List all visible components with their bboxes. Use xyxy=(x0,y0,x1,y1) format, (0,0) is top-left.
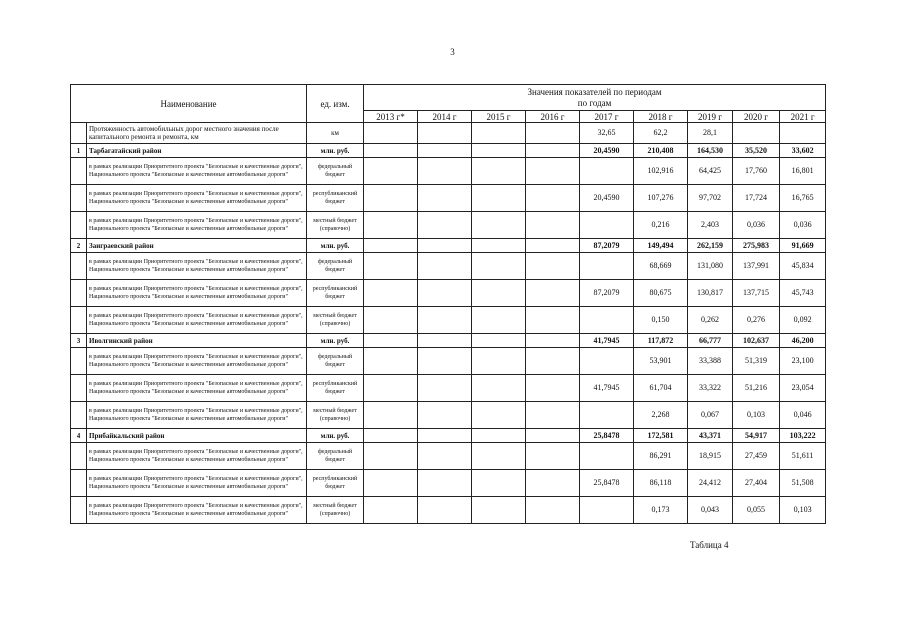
value-cell: 27,459 xyxy=(733,443,780,470)
row-index xyxy=(71,375,87,402)
value-cell: 0,067 xyxy=(688,402,733,429)
value-cell xyxy=(472,253,526,280)
value-cell xyxy=(418,253,472,280)
value-cell: 43,371 xyxy=(688,429,733,443)
value-cell: 117,872 xyxy=(634,334,688,348)
district-name: Прибайкальский район xyxy=(87,429,307,443)
row-index xyxy=(71,307,87,334)
value-cell: 33,322 xyxy=(688,375,733,402)
value-cell xyxy=(418,307,472,334)
budget-row xyxy=(71,375,826,402)
value-cell xyxy=(418,280,472,307)
budget-description: в рамках реализации Приоритетного проекта "Безопасные и качественные дороги", Национального проекта "Безопасные и качественные автомобильные дороги" xyxy=(87,375,307,402)
row-index xyxy=(71,185,87,212)
district-unit: млн. руб. xyxy=(307,144,364,158)
value-cell: 51,508 xyxy=(780,470,826,497)
value-cell xyxy=(526,123,580,144)
value-cell: 66,777 xyxy=(688,334,733,348)
row-index xyxy=(71,280,87,307)
row-index xyxy=(71,348,87,375)
value-cell xyxy=(418,348,472,375)
budget-row xyxy=(71,253,826,280)
value-cell: 164,530 xyxy=(688,144,733,158)
budget-source: республиканский бюджет xyxy=(307,185,364,212)
value-cell xyxy=(580,402,634,429)
value-cell xyxy=(364,280,418,307)
value-cell xyxy=(580,348,634,375)
value-cell: 97,702 xyxy=(688,185,733,212)
value-cell xyxy=(364,144,418,158)
header-periods: Значения показателей по периодам по годам xyxy=(364,85,826,111)
budget-source: республиканский бюджет xyxy=(307,375,364,402)
row-index xyxy=(71,497,87,524)
district-row xyxy=(71,239,826,253)
value-cell: 102,916 xyxy=(634,158,688,185)
value-cell: 27,404 xyxy=(733,470,780,497)
value-cell xyxy=(580,497,634,524)
district-name: Иволгинский район xyxy=(87,334,307,348)
value-cell xyxy=(580,443,634,470)
value-cell xyxy=(364,158,418,185)
row-index xyxy=(71,253,87,280)
value-cell xyxy=(472,280,526,307)
value-cell xyxy=(526,185,580,212)
value-cell xyxy=(364,497,418,524)
value-cell xyxy=(364,470,418,497)
value-cell xyxy=(472,185,526,212)
value-cell: 64,425 xyxy=(688,158,733,185)
value-cell: 137,715 xyxy=(733,280,780,307)
value-cell xyxy=(364,307,418,334)
value-cell: 0,036 xyxy=(733,212,780,239)
budget-source: федеральный бюджет xyxy=(307,443,364,470)
value-cell: 130,817 xyxy=(688,280,733,307)
value-cell xyxy=(580,307,634,334)
value-cell xyxy=(364,443,418,470)
value-cell: 61,704 xyxy=(634,375,688,402)
value-cell xyxy=(472,348,526,375)
budget-source: местный бюджет (справочно) xyxy=(307,497,364,524)
value-cell xyxy=(472,212,526,239)
value-cell xyxy=(526,375,580,402)
value-cell xyxy=(526,443,580,470)
budget-row xyxy=(71,402,826,429)
row-index xyxy=(71,443,87,470)
value-cell xyxy=(472,158,526,185)
value-cell: 0,092 xyxy=(780,307,826,334)
value-cell xyxy=(418,429,472,443)
value-cell: 0,173 xyxy=(634,497,688,524)
value-cell xyxy=(364,375,418,402)
budget-description: в рамках реализации Приоритетного проекта "Безопасные и качественные дороги", Национального проекта "Безопасные и качественные автомобильные дороги" xyxy=(87,158,307,185)
value-cell: 0,262 xyxy=(688,307,733,334)
year-header: 2020 г xyxy=(733,111,780,123)
district-unit: млн. руб. xyxy=(307,334,364,348)
value-cell: 149,494 xyxy=(634,239,688,253)
budget-row xyxy=(71,307,826,334)
value-cell: 20,4590 xyxy=(580,144,634,158)
value-cell xyxy=(526,280,580,307)
value-cell: 62,2 xyxy=(634,123,688,144)
header-name: Наименование xyxy=(71,85,307,123)
value-cell xyxy=(472,375,526,402)
district-row xyxy=(71,334,826,348)
value-cell xyxy=(364,185,418,212)
value-cell: 2,403 xyxy=(688,212,733,239)
value-cell xyxy=(472,123,526,144)
value-cell xyxy=(526,253,580,280)
value-cell: 86,291 xyxy=(634,443,688,470)
value-cell xyxy=(580,158,634,185)
year-header: 2019 г xyxy=(688,111,733,123)
value-cell: 103,222 xyxy=(780,429,826,443)
length-row xyxy=(71,123,826,144)
value-cell xyxy=(526,470,580,497)
value-cell xyxy=(580,212,634,239)
district-index: 2 xyxy=(71,239,87,253)
budget-source: местный бюджет (справочно) xyxy=(307,402,364,429)
district-row xyxy=(71,144,826,158)
row-index xyxy=(71,402,87,429)
budget-source: федеральный бюджет xyxy=(307,348,364,375)
value-cell xyxy=(364,212,418,239)
budget-row xyxy=(71,443,826,470)
budget-source: федеральный бюджет xyxy=(307,253,364,280)
budget-description: в рамках реализации Приоритетного проекта "Безопасные и качественные дороги", Национального проекта "Безопасные и качественные автомобильные дороги" xyxy=(87,253,307,280)
budget-source: местный бюджет (справочно) xyxy=(307,307,364,334)
row-index xyxy=(71,212,87,239)
value-cell: 87,2079 xyxy=(580,239,634,253)
value-cell: 275,983 xyxy=(733,239,780,253)
value-cell: 51,611 xyxy=(780,443,826,470)
year-header: 2016 г xyxy=(526,111,580,123)
header-unit: ед. изм. xyxy=(307,85,364,123)
value-cell: 0,043 xyxy=(688,497,733,524)
budget-row xyxy=(71,497,826,524)
value-cell xyxy=(526,158,580,185)
value-cell xyxy=(364,348,418,375)
value-cell xyxy=(472,470,526,497)
value-cell: 0,150 xyxy=(634,307,688,334)
year-header: 2017 г xyxy=(580,111,634,123)
budget-description: в рамках реализации Приоритетного проекта "Безопасные и качественные дороги", Национального проекта "Безопасные и качественные автомобильные дороги" xyxy=(87,280,307,307)
value-cell: 0,036 xyxy=(780,212,826,239)
value-cell: 41,7945 xyxy=(580,334,634,348)
value-cell: 17,760 xyxy=(733,158,780,185)
budget-row xyxy=(71,212,826,239)
value-cell xyxy=(364,253,418,280)
budget-row xyxy=(71,470,826,497)
value-cell: 32,65 xyxy=(580,123,634,144)
district-name: Заиграевский район xyxy=(87,239,307,253)
year-header: 2018 г xyxy=(634,111,688,123)
indicators-table xyxy=(70,84,826,524)
value-cell: 131,080 xyxy=(688,253,733,280)
value-cell xyxy=(526,144,580,158)
budget-description: в рамках реализации Приоритетного проекта "Безопасные и качественные дороги", Национального проекта "Безопасные и качественные автомобильные дороги" xyxy=(87,185,307,212)
page-number: 3 xyxy=(450,47,455,57)
value-cell xyxy=(364,334,418,348)
value-cell: 172,581 xyxy=(634,429,688,443)
value-cell xyxy=(472,402,526,429)
budget-description: в рамках реализации Приоритетного проекта "Безопасные и качественные дороги", Национального проекта "Безопасные и качественные автомобильные дороги" xyxy=(87,307,307,334)
value-cell xyxy=(418,334,472,348)
value-cell: 16,801 xyxy=(780,158,826,185)
district-index: 1 xyxy=(71,144,87,158)
budget-description: в рамках реализации Приоритетного проекта "Безопасные и качественные дороги", Национального проекта "Безопасные и качественные автомобильные дороги" xyxy=(87,212,307,239)
value-cell: 53,901 xyxy=(634,348,688,375)
budget-row xyxy=(71,280,826,307)
value-cell xyxy=(418,158,472,185)
value-cell: 54,917 xyxy=(733,429,780,443)
value-cell xyxy=(526,348,580,375)
year-header: 2014 г xyxy=(418,111,472,123)
value-cell xyxy=(780,123,826,144)
value-cell xyxy=(472,334,526,348)
row-index xyxy=(71,158,87,185)
budget-row xyxy=(71,348,826,375)
row-index xyxy=(71,470,87,497)
district-unit: млн. руб. xyxy=(307,239,364,253)
value-cell: 102,637 xyxy=(733,334,780,348)
value-cell: 46,200 xyxy=(780,334,826,348)
value-cell: 0,055 xyxy=(733,497,780,524)
value-cell: 28,1 xyxy=(688,123,733,144)
value-cell: 68,669 xyxy=(634,253,688,280)
year-header: 2021 г xyxy=(780,111,826,123)
budget-source: местный бюджет (справочно) xyxy=(307,212,364,239)
value-cell: 23,100 xyxy=(780,348,826,375)
value-cell: 51,319 xyxy=(733,348,780,375)
value-cell xyxy=(418,375,472,402)
budget-source: республиканский бюджет xyxy=(307,470,364,497)
budget-description: в рамках реализации Приоритетного проекта "Безопасные и качественные дороги", Национального проекта "Безопасные и качественные автомобильные дороги" xyxy=(87,402,307,429)
table-caption: Таблица 4 xyxy=(690,540,729,550)
value-cell: 107,276 xyxy=(634,185,688,212)
district-index: 4 xyxy=(71,429,87,443)
value-cell: 0,216 xyxy=(634,212,688,239)
budget-row xyxy=(71,158,826,185)
value-cell xyxy=(526,307,580,334)
value-cell: 87,2079 xyxy=(580,280,634,307)
value-cell: 41,7945 xyxy=(580,375,634,402)
value-cell xyxy=(364,429,418,443)
value-cell: 33,602 xyxy=(780,144,826,158)
budget-source: федеральный бюджет xyxy=(307,158,364,185)
length-unit: км xyxy=(307,123,364,144)
value-cell xyxy=(418,185,472,212)
value-cell xyxy=(418,470,472,497)
district-name: Тарбагатайский район xyxy=(87,144,307,158)
value-cell: 80,675 xyxy=(634,280,688,307)
budget-row xyxy=(71,185,826,212)
value-cell xyxy=(472,497,526,524)
value-cell xyxy=(472,429,526,443)
value-cell: 262,159 xyxy=(688,239,733,253)
value-cell xyxy=(472,144,526,158)
value-cell: 45,834 xyxy=(780,253,826,280)
value-cell xyxy=(418,497,472,524)
district-row xyxy=(71,429,826,443)
value-cell xyxy=(526,402,580,429)
value-cell xyxy=(418,443,472,470)
value-cell xyxy=(580,253,634,280)
value-cell xyxy=(526,429,580,443)
value-cell: 20,4590 xyxy=(580,185,634,212)
value-cell: 18,915 xyxy=(688,443,733,470)
value-cell: 2,268 xyxy=(634,402,688,429)
value-cell: 0,276 xyxy=(733,307,780,334)
value-cell: 33,388 xyxy=(688,348,733,375)
value-cell xyxy=(418,123,472,144)
value-cell xyxy=(472,443,526,470)
value-cell: 24,412 xyxy=(688,470,733,497)
value-cell xyxy=(364,239,418,253)
value-cell xyxy=(526,212,580,239)
year-header: 2013 г* xyxy=(364,111,418,123)
value-cell xyxy=(418,402,472,429)
budget-description: в рамках реализации Приоритетного проекта "Безопасные и качественные дороги", Национального проекта "Безопасные и качественные автомобильные дороги" xyxy=(87,443,307,470)
district-index: 3 xyxy=(71,334,87,348)
value-cell xyxy=(364,123,418,144)
value-cell: 0,103 xyxy=(733,402,780,429)
year-header: 2015 г xyxy=(472,111,526,123)
value-cell: 17,724 xyxy=(733,185,780,212)
budget-description: в рамках реализации Приоритетного проекта "Безопасные и качественные дороги", Национального проекта "Безопасные и качественные автомобильные дороги" xyxy=(87,497,307,524)
value-cell: 210,408 xyxy=(634,144,688,158)
value-cell xyxy=(418,212,472,239)
value-cell: 16,765 xyxy=(780,185,826,212)
budget-source: республиканский бюджет xyxy=(307,280,364,307)
length-label: Протяженность автомобильных дорог местного значения после капитального ремонта и ремонта, км xyxy=(87,123,307,144)
row-index xyxy=(71,123,87,144)
value-cell: 25,8478 xyxy=(580,470,634,497)
value-cell xyxy=(526,239,580,253)
budget-description: в рамках реализации Приоритетного проекта "Безопасные и качественные дороги", Национального проекта "Безопасные и качественные автомобильные дороги" xyxy=(87,348,307,375)
value-cell: 35,520 xyxy=(733,144,780,158)
value-cell: 25,8478 xyxy=(580,429,634,443)
district-unit: млн. руб. xyxy=(307,429,364,443)
value-cell: 23,054 xyxy=(780,375,826,402)
value-cell xyxy=(526,334,580,348)
value-cell xyxy=(364,402,418,429)
value-cell: 91,669 xyxy=(780,239,826,253)
budget-description: в рамках реализации Приоритетного проекта "Безопасные и качественные дороги", Национального проекта "Безопасные и качественные автомобильные дороги" xyxy=(87,470,307,497)
value-cell: 51,216 xyxy=(733,375,780,402)
value-cell: 45,743 xyxy=(780,280,826,307)
value-cell xyxy=(418,239,472,253)
value-cell: 0,103 xyxy=(780,497,826,524)
value-cell: 86,118 xyxy=(634,470,688,497)
value-cell xyxy=(526,497,580,524)
value-cell xyxy=(733,123,780,144)
value-cell xyxy=(472,307,526,334)
value-cell: 0,046 xyxy=(780,402,826,429)
value-cell xyxy=(472,239,526,253)
value-cell: 137,991 xyxy=(733,253,780,280)
value-cell xyxy=(418,144,472,158)
